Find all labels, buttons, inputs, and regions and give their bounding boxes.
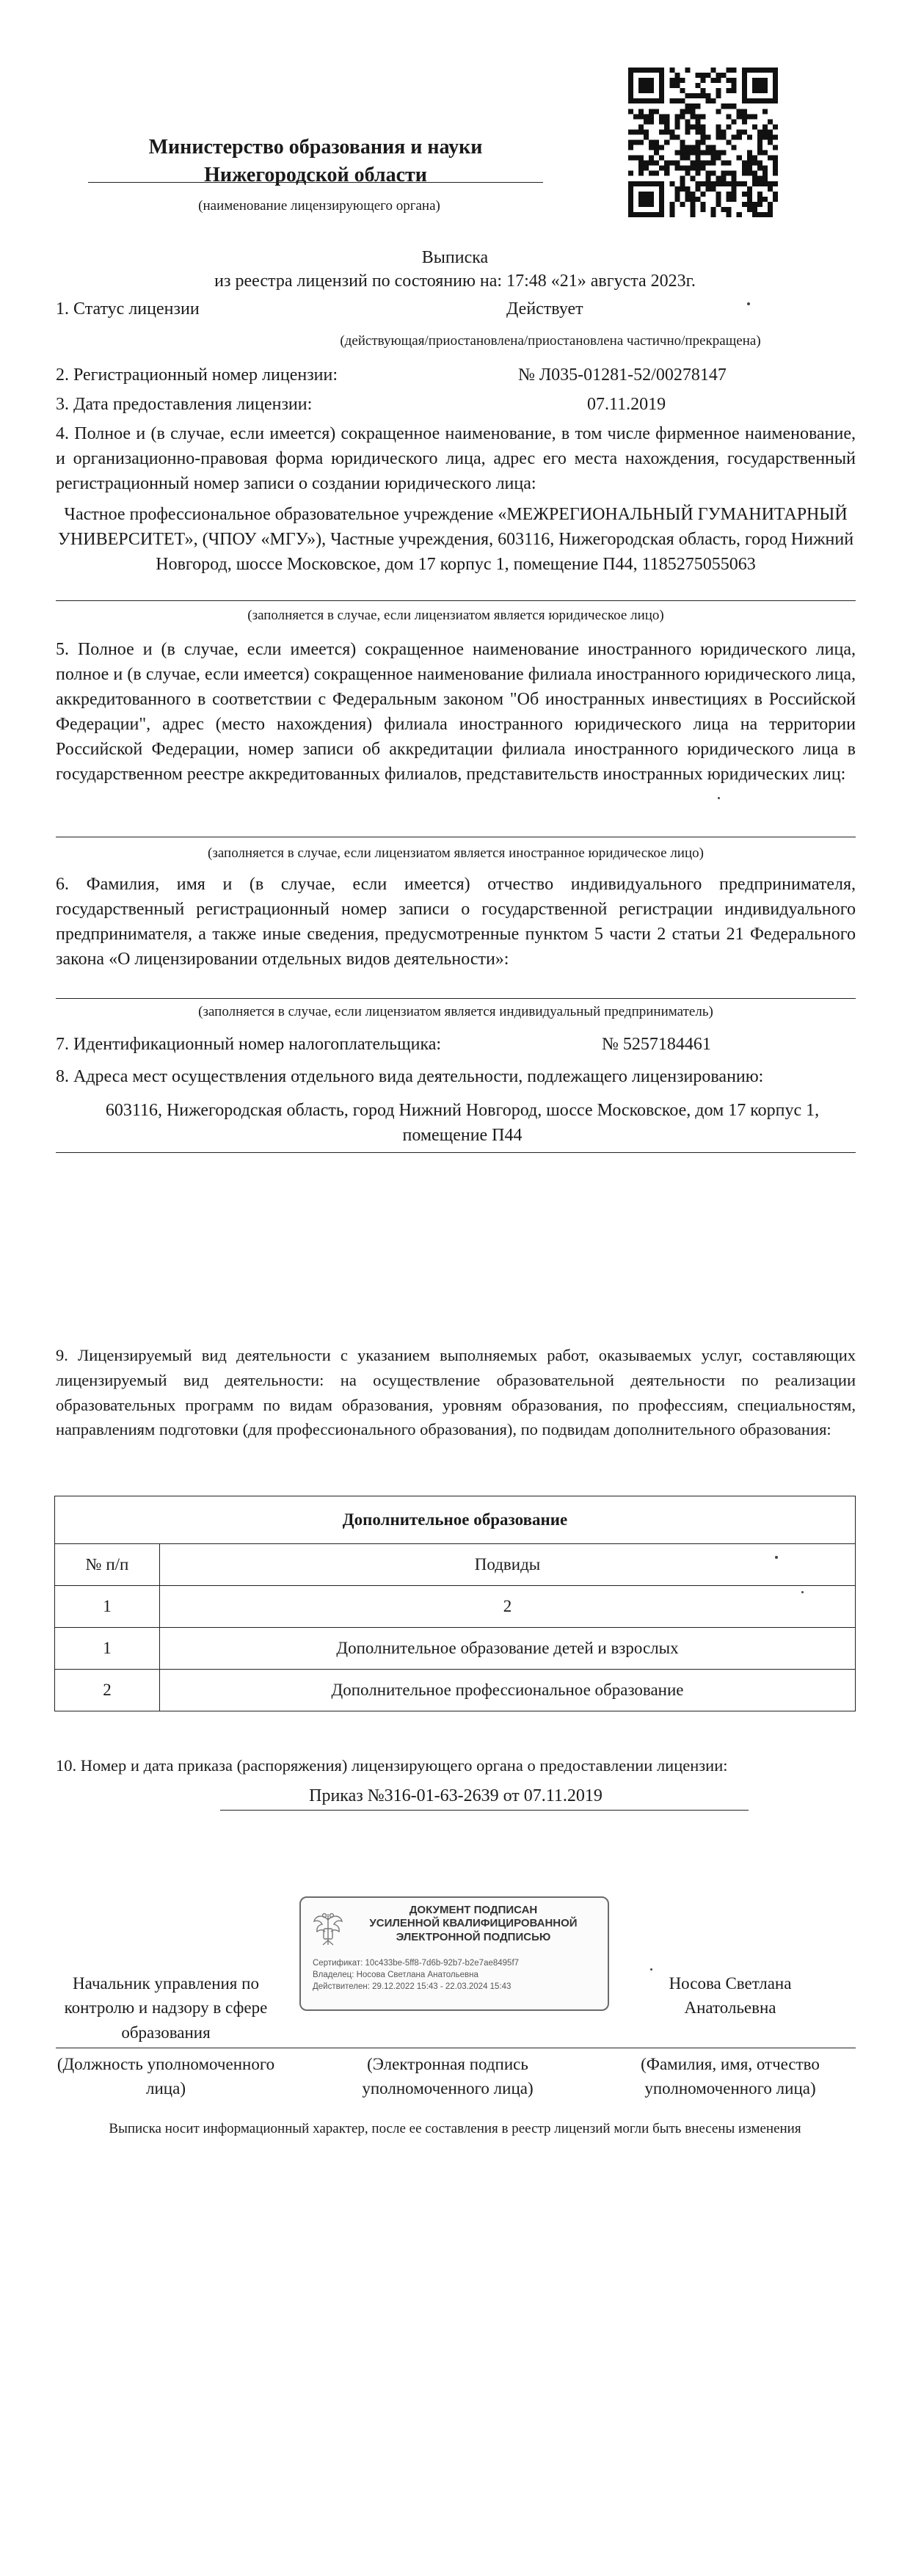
section-8-label: 8. Адреса мест осуществления отдельного вида деятельности, подлежащего лицензированию: — [56, 1067, 764, 1086]
signer-name: Носова Светлана Анатольевна — [669, 1974, 792, 2017]
table-header-row — [55, 1544, 856, 1586]
inn-label: 7. Идентификационный номер налогоплательщика: — [56, 1035, 442, 1054]
section-5-label: 5. Полное и (в случае, если имеется) сокращенное наименование иностранного юридического лица, полное и (в случае, если имеется) сокращенное наименование филиала иностранного юридического лица, аккредитованного в соответствии с Федеральным законом "Об иностранных инвестициях в Российской Федерации", адрес (место нахождения) филиала иностранного юридического лица на территории Российской Федерации, номер записи об аккредитации филиала иностранного юридического лица в государственном реестре аккредитованных филиалов, представительств иностранных юридических лиц: — [56, 640, 856, 785]
electronic-signature-stamp — [299, 1896, 609, 2011]
stamp-validity: Действителен: 29.12.2022 15:43 - 22.03.2024 15:43 — [313, 1982, 512, 1991]
status-label: 1. Статус лицензии — [56, 299, 200, 319]
scan-speck — [718, 797, 720, 799]
document-subtitle: из реестра лицензий по состоянию на: 17:48 «21» августа 2023г. — [214, 272, 696, 291]
table-cell: Дополнительное образование детей и взрослых — [160, 1628, 856, 1670]
coat-of-arms-icon — [311, 1910, 345, 1949]
column-header-subtypes: Подвиды — [160, 1544, 856, 1586]
section-4-label: 4. Полное и (в случае, если имеется) сокращенное наименование, в том числе фирменное наименование, и организационно-правовая форма юридического лица, адрес его места нахождения, государственный регистрационный номер записи о создании юридического лица: — [56, 424, 856, 494]
section-5-caption: (заполняется в случае, если лицензиатом является иностранное юридическое лицо) — [208, 845, 704, 861]
reg-number-label: 2. Регистрационный номер лицензии: — [56, 365, 338, 385]
table-row — [55, 1586, 856, 1628]
stamp-details — [313, 1958, 599, 1993]
section-9-label: 9. Лицензируемый вид деятельности с указанием выполняемых работ, оказываемых услуг, составляющих лицензируемый вид деятельности: на осуществление образовательной деятельности по реализации образовательных программ по видам образования, уровням образования, по профессиям, специальностям, направлениям подготовки (для профессионального образования), по подвидам дополнительного образования: — [56, 1346, 856, 1439]
order-rule — [220, 1810, 749, 1811]
section-8-rule — [56, 1152, 856, 1153]
caption-name: (Фамилия, имя, отчество уполномоченного лица) — [641, 2055, 820, 2098]
scan-speck — [775, 1556, 778, 1559]
column-header-number: № п/п — [55, 1544, 160, 1586]
status-caption: (действующая/приостановлена/приостановлена частично/прекращена) — [340, 333, 761, 349]
section-4-rule — [56, 600, 856, 601]
section-10-label: 10. Номер и дата приказа (распоряжения) лицензирующего органа о предоставлении лицензии: — [56, 1756, 728, 1775]
section-6-rule — [56, 998, 856, 999]
order-value: Приказ №316-01-63-2639 от 07.11.2019 — [309, 1786, 603, 1805]
section-4-caption: (заполняется в случае, если лицензиатом является юридическое лицо) — [247, 608, 664, 623]
table-title-row — [55, 1496, 856, 1544]
issue-date-label: 3. Дата предоставления лицензии: — [56, 395, 313, 414]
stamp-line-3: ЭЛЕКТРОННОЙ ПОДПИСЬЮ — [396, 1930, 551, 1943]
table-row — [55, 1628, 856, 1670]
table-title: Дополнительное образование — [55, 1496, 856, 1544]
stamp-title — [345, 1904, 602, 1944]
legal-entity-details: Частное профессиональное образовательное учреждение «МЕЖРЕГИОНАЛЬНЫЙ ГУМАНИТАРНЫЙ УНИВЕРСИТЕТ», (ЧПОУ «МГУ»), Частные учреждения, 603116, Нижегородская область, город Нижний Новгород, шоссе Московское, дом 17 корпус 1, помещение П44, 1185275055063 — [57, 505, 854, 575]
document-title: Выписка — [421, 248, 489, 267]
table-cell: Дополнительное профессиональное образование — [160, 1670, 856, 1711]
table-cell: 2 — [160, 1586, 856, 1628]
section-6-label: 6. Фамилия, имя и (в случае, если имеется) отчество индивидуального предпринимателя, государственный регистрационный номер записи о государственной регистрации индивидуального предпринимателя, а также иные сведения, предусмотренные пунктом 5 части 2 статьи 21 Федерального закона «О лицензировании отдельных видов деятельности»: — [56, 875, 856, 969]
reg-number-value: № Л035-01281-52/00278147 — [518, 365, 727, 385]
caption-signature: (Электронная подпись уполномоченного лица) — [362, 2055, 534, 2098]
table-cell: 1 — [55, 1628, 160, 1670]
stamp-line-1: ДОКУМЕНТ ПОДПИСАН — [409, 1904, 538, 1916]
issue-date-value: 07.11.2019 — [587, 395, 666, 414]
authority-caption: (наименование лицензирующего органа) — [198, 198, 440, 214]
licensing-authority-name: Министерство образования и науки Нижегородской области — [148, 136, 483, 186]
qr-code — [628, 68, 778, 217]
scan-speck — [801, 1591, 804, 1593]
subtypes-table — [54, 1496, 856, 1711]
authority-underline — [88, 182, 543, 183]
stamp-owner: Владелец: Носова Светлана Анатольевна — [313, 1970, 478, 1979]
inn-value: № 5257184461 — [602, 1035, 711, 1054]
stamp-certificate: Сертификат: 10c433be-5ff8-7d6b-92b7-b2e7ae8495f7 — [313, 1959, 520, 1968]
table-row — [55, 1670, 856, 1711]
table-cell: 2 — [55, 1670, 160, 1711]
section-6-caption: (заполняется в случае, если лицензиатом является индивидуальный предприниматель) — [198, 1004, 713, 1019]
caption-position: (Должность уполномоченного лица) — [57, 2055, 275, 2098]
status-value: Действует — [506, 299, 583, 319]
scan-speck — [650, 1968, 652, 1971]
scan-speck — [747, 302, 750, 305]
footer-note: Выписка носит информационный характер, после ее составления в реестр лицензий могли быть внесены изменения — [109, 2121, 801, 2136]
activity-address: 603116, Нижегородская область, город Нижний Новгород, шоссе Московское, дом 17 корпус 1, помещение П44 — [105, 1101, 820, 1146]
table-cell: 1 — [55, 1586, 160, 1628]
signer-position: Начальник управления по контролю и надзору в сфере образования — [64, 1974, 268, 2042]
stamp-line-2: УСИЛЕННОЙ КВАЛИФИЦИРОВАННОЙ — [369, 1917, 578, 1930]
